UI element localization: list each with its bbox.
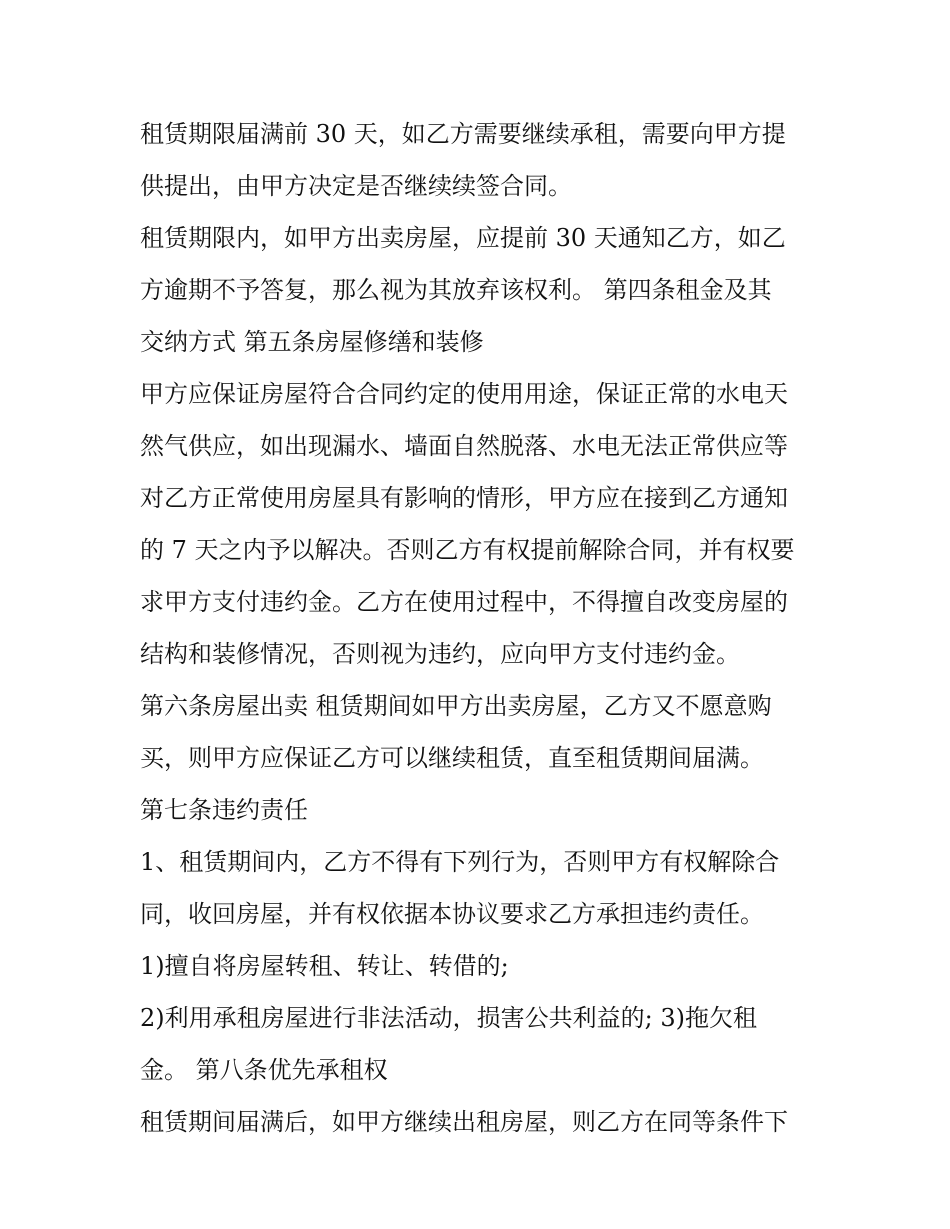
list-item: 2)利用承租房屋进行非法活动，损害公共利益的; 3)拖欠租 [140,1004,757,1032]
text-line: 甲方应保证房屋符合合同约定的使用用途，保证正常的水电天 [140,380,788,408]
text-line: 交纳方式 第五条房屋修缮和装修 [140,328,484,356]
text-line: 第六条房屋出卖 租赁期间如甲方出卖房屋，乙方又不愿意购 [140,692,772,720]
text-line: 方逾期不予答复，那么视为其放弃该权利。 第四条租金及其 [140,276,772,304]
text-line: 买，则甲方应保证乙方可以继续租赁，直至租赁期间届满。 [140,744,764,772]
text-line: 金。 第八条优先承租权 [140,1056,388,1084]
section-heading: 第七条违约责任 [140,796,308,824]
text-line: 对乙方正常使用房屋具有影响的情形，甲方应在接到乙方通知 [140,484,788,512]
text-line: 同，收回房屋，并有权依据本协议要求乙方承担违约责任。 [140,900,764,928]
text-line: 租赁期间届满后，如甲方继续出租房屋，则乙方在同等条件下 [140,1108,788,1136]
text-line: 1、租赁期间内，乙方不得有下列行为，否则甲方有权解除合 [140,848,780,876]
text-line: 的 7 天之内予以解决。否则乙方有权提前解除合同，并有权要 [140,536,795,564]
text-line: 租赁期限内，如甲方出卖房屋，应提前 30 天通知乙方，如乙 [140,224,786,252]
text-line: 求甲方支付违约金。乙方在使用过程中，不得擅自改变房屋的 [140,588,788,616]
text-line: 租赁期限届满前 30 天，如乙方需要继续承租，需要向甲方提 [140,120,786,148]
text-line: 结构和装修情况，否则视为违约，应向甲方支付违约金。 [140,640,740,668]
text-line: 然气供应，如出现漏水、墙面自然脱落、水电无法正常供应等 [140,432,788,460]
list-item: 1)擅自将房屋转租、转让、转借的; [140,952,509,980]
text-line: 供提出，由甲方决定是否继续续签合同。 [140,172,572,200]
document-body [140,108,820,1148]
